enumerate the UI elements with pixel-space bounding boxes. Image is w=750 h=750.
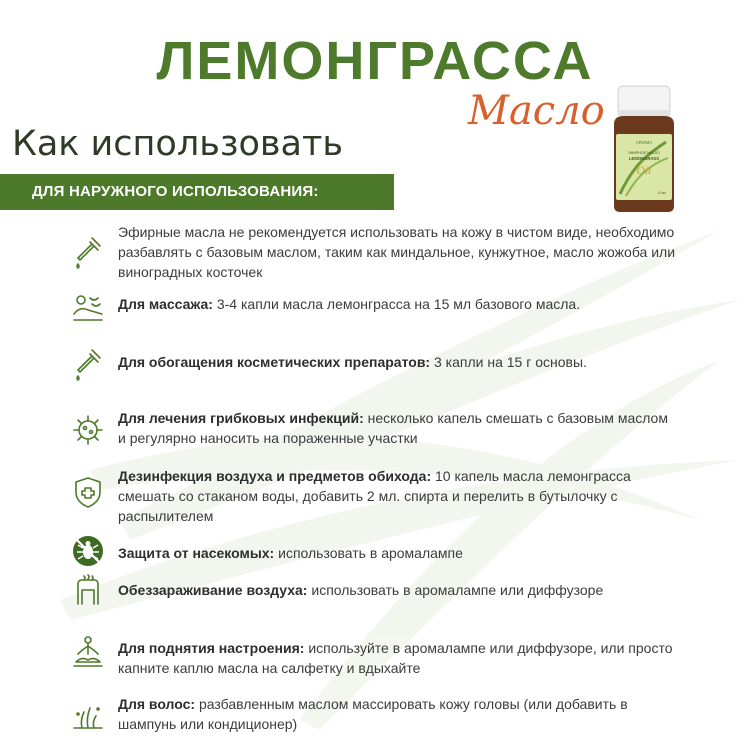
usage-item-text: Для лечения грибковых инфекций: несколько капель смешать с базовым маслом и регулярно наносить на пораженные участки	[118, 410, 668, 446]
usage-item-text: Для поднятия настроения: используйте в аромалампе или диффузоре, или просто капните каплю масла на салфетку и вдыхайте	[118, 640, 673, 676]
oil-bottle-image	[604, 84, 684, 214]
usage-item-text: Эфирные масла не рекомендуется использовать на кожу в чистом виде, необходимо разбавлять с базовым маслом, таким как миндальное, кунжутное, масло жожоба или виноградных косточек	[118, 224, 676, 280]
section-banner-label: ДЛЯ НАРУЖНОГО ИСПОЛЬЗОВАНИЯ:	[32, 183, 319, 200]
meditation-icon	[70, 634, 106, 670]
bottle-label-oil: Oil	[636, 166, 652, 177]
air-purifier-icon	[70, 572, 106, 608]
no-insects-icon	[70, 533, 106, 569]
how-to-heading: Как использовать	[12, 124, 343, 164]
usage-item-text: Дезинфекция воздуха и предметов обихода: 10 капель масла лемонграсса смешать со стаканом воды, добавить 2 мл. спирта и перелить в бутылочку с распылителем	[118, 468, 631, 524]
usage-item-text: Для обогащения косметических препаратов: 3 капли на 15 г основы.	[118, 354, 587, 370]
bottle-brand-text: AROMA	[635, 140, 653, 145]
bottle-label-line1: ЭФИРНОЕ МАСЛО	[627, 151, 661, 155]
usage-item-text: Для волос: разбавленным маслом массировать кожу головы (или добавить в шампунь или кондиционер)	[118, 696, 628, 732]
massage-icon	[70, 290, 106, 326]
dropper-icon	[70, 346, 106, 382]
usage-item-text: Обеззараживание воздуха: использовать в аромалампе или диффузоре	[118, 582, 604, 598]
dropper-icon	[70, 234, 106, 270]
bottle-label-line2: LEMONGRASS	[628, 156, 660, 161]
page-title: ЛЕМОНГРАССА	[156, 31, 594, 91]
virus-icon	[70, 412, 106, 448]
shield-icon	[70, 474, 106, 510]
page-subtitle: Масло	[468, 88, 605, 134]
usage-item-text: Защита от насекомых: использовать в аромалампе	[118, 545, 463, 561]
hair-icon	[70, 700, 106, 736]
section-banner	[0, 174, 394, 210]
usage-item-text: Для массажа: 3-4 капли масла лемонграсса на 15 мл базового масла.	[118, 296, 581, 312]
bottle-label-volume: 10 мл	[657, 191, 667, 195]
